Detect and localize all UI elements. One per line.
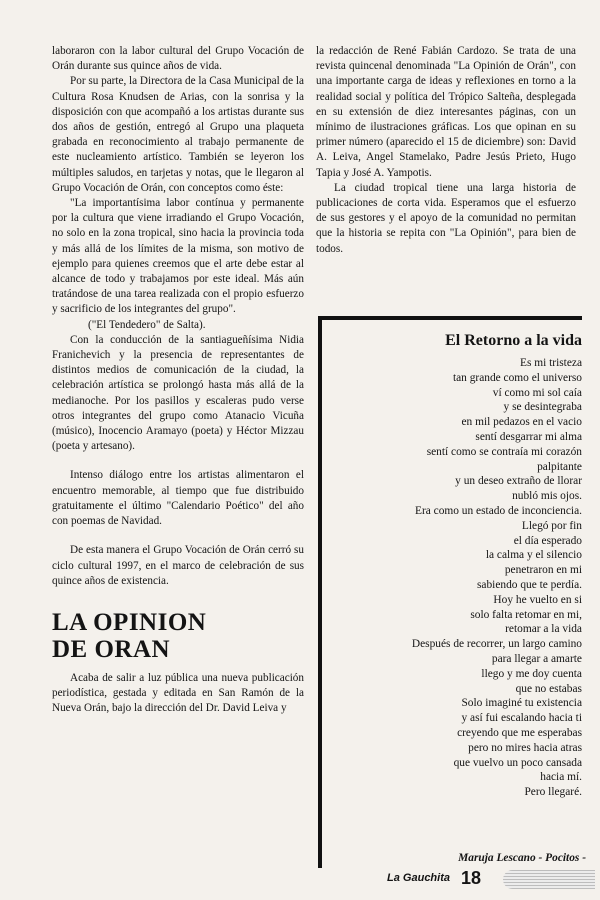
quote-source: ("El Tendedero" de Salta). <box>88 318 206 331</box>
article-paragraph: Por su parte, la Directora de la Casa Municipal de la Cultura Rosa Knudsen de Arias, con la sonrisa y la disposición con que acompañó a los artistas durante sus dos años de gestión, entregó al Grupo una plaqueta grabada en reconocimiento al trabajo permanente de este nucleamiento artístico. También se leyeron los múltiples saludos, en tarjetas y notas, que le llegaron al Grupo Vocación de Orán, con conceptos como éste: <box>52 75 304 194</box>
poem-line: en mil pedazos en el vacio <box>461 416 582 429</box>
poem-line: Es mi tristeza <box>520 357 582 369</box>
article-paragraph: Con la conducción de la santiagueñísima Nidia Franichevich y la presencia de representantes de distintos medios de comunicación de la ciudad, la celebración artística se prolongó hasta más allá de la medianoche. Por los pasillos y escaleras pudo verse otros integrantes del grupo como Atanacio Vicuña (músico), Inocencio Aramayo (poeta) y Héctor Mizzau (poeta y artesano). <box>52 333 304 453</box>
left-column <box>52 44 304 717</box>
poem-line: Era como un estado de inconciencia. <box>415 504 582 517</box>
footer-bar <box>503 870 595 889</box>
poem-line: sabiendo que te perdía. <box>476 578 582 591</box>
poem-line: Hoy he vuelto en si <box>493 593 582 606</box>
magazine-name: La Gauchita <box>387 872 450 884</box>
article-paragraph: la redacción de René Fabián Cardozo. Se trata de una revista quincenal denominada "La Opinión de Orán", con una importante carga de ideas y reflexiones en torno a la realidad social y política del Trópico Salteña, desplegada en su extensión de diez interesantes páginas, con un mínimo de ilustraciones gráficas. Los que opinan en su primer número (aparecido el 15 de diciembre) son: David A. Leiva, Angel Stamelako, Padre Jesús Prieto, Hugo Tapia y José A. Yampotis. <box>316 45 576 179</box>
poem-line: y así fui escalando hacia ti <box>461 712 582 725</box>
page-number: 18 <box>461 868 482 888</box>
poem-line: y un deseo extraño de llorar <box>455 475 582 488</box>
poem-box <box>318 316 586 868</box>
poem-author: Maruja Lescano - Pocitos - <box>458 852 586 864</box>
poem-line: que vuelvo un poco cansada <box>453 756 582 769</box>
poem-line: para llegar a amarte <box>491 652 582 665</box>
heading-line: LA OPINION <box>52 608 207 636</box>
poem-line: Solo imaginé tu existencia <box>461 697 582 710</box>
article-paragraph: De esta manera el Grupo Vocación de Orán cerró su ciclo cultural 1997, en el marco de celebración de sus quince años de existencia. <box>52 544 304 587</box>
poem-line: pero no mires hacia atras <box>468 741 582 754</box>
article-paragraph: La ciudad tropical tiene una larga historia de publicaciones de corta vida. Esperamos que el esfuerzo de sus gestores y el apoyo de la comunidad no permitan que la historia se repita con "La Opinión", para bien de todos. <box>316 181 576 255</box>
article-paragraph: Intenso diálogo entre los artistas alimentaron el encuentro memorable, al tiempo que fue distribuido gratuitamente el último "Calendario Poético" del año con poemas de Navidad. <box>52 469 304 528</box>
page-footer <box>275 869 595 891</box>
quote-paragraph: "La importantísima labor contínua y permanente por la cultura que viene irradiando el Grupo Vocación, no solo en la zona tropical, sino hacia la provincia toda y más allá de los límites de la misma, son motivo de ejemplo para quienes creemos que el arte debe estar al alcance de todo y trabajamos por este ideal. Más aún tratándose de una tarea realizada con el propio esfuerzo y sacrificio de los integrantes del grupo". <box>52 197 304 316</box>
poem-line: creyendo que me esperabas <box>457 726 582 739</box>
poem-line: el día esperado <box>513 534 582 547</box>
article-paragraph: Acaba de salir a luz pública una nueva publicación periodística, gestada y editada en San Ramón de la Nueva Orán, bajo la dirección del Dr. David Leiva y <box>52 671 304 715</box>
poem-line: ví como mi sol caía <box>492 386 582 399</box>
poem-line: palpitante <box>537 460 582 473</box>
poem-line: penetraron en mi <box>504 564 582 577</box>
section-heading <box>52 609 304 663</box>
poem-line: hacia mí. <box>540 771 582 784</box>
poem-line: Después de recorrer, un largo camino <box>411 638 582 651</box>
poem-line: Llegó por fin <box>521 519 582 532</box>
poem-line: sentí como se contraía mi corazón <box>426 445 582 458</box>
poem-line: llego y me doy cuenta <box>481 667 582 680</box>
article-paragraph: laboraron con la labor cultural del Grupo Vocación de Orán durante sus quince años de vida. <box>52 45 304 73</box>
poem-line: solo falta retomar en mi, <box>470 608 582 621</box>
poem-lines <box>332 356 582 800</box>
poem-line: retomar a la vida <box>505 623 582 636</box>
poem-line: y se desintegraba <box>503 401 582 414</box>
poem-title: El Retorno a la vida <box>445 332 582 349</box>
right-column <box>316 44 576 257</box>
poem-line: que no estabas <box>515 682 582 695</box>
poem-line: sentí desgarrar mi alma <box>475 430 582 443</box>
poem-line: tan grande como el universo <box>452 371 582 384</box>
heading-line: DE ORAN <box>52 635 171 663</box>
poem-line: Pero llegaré. <box>524 786 582 799</box>
poem-line: la calma y el silencio <box>485 549 582 562</box>
poem-line: nubló mis ojos. <box>512 490 582 503</box>
